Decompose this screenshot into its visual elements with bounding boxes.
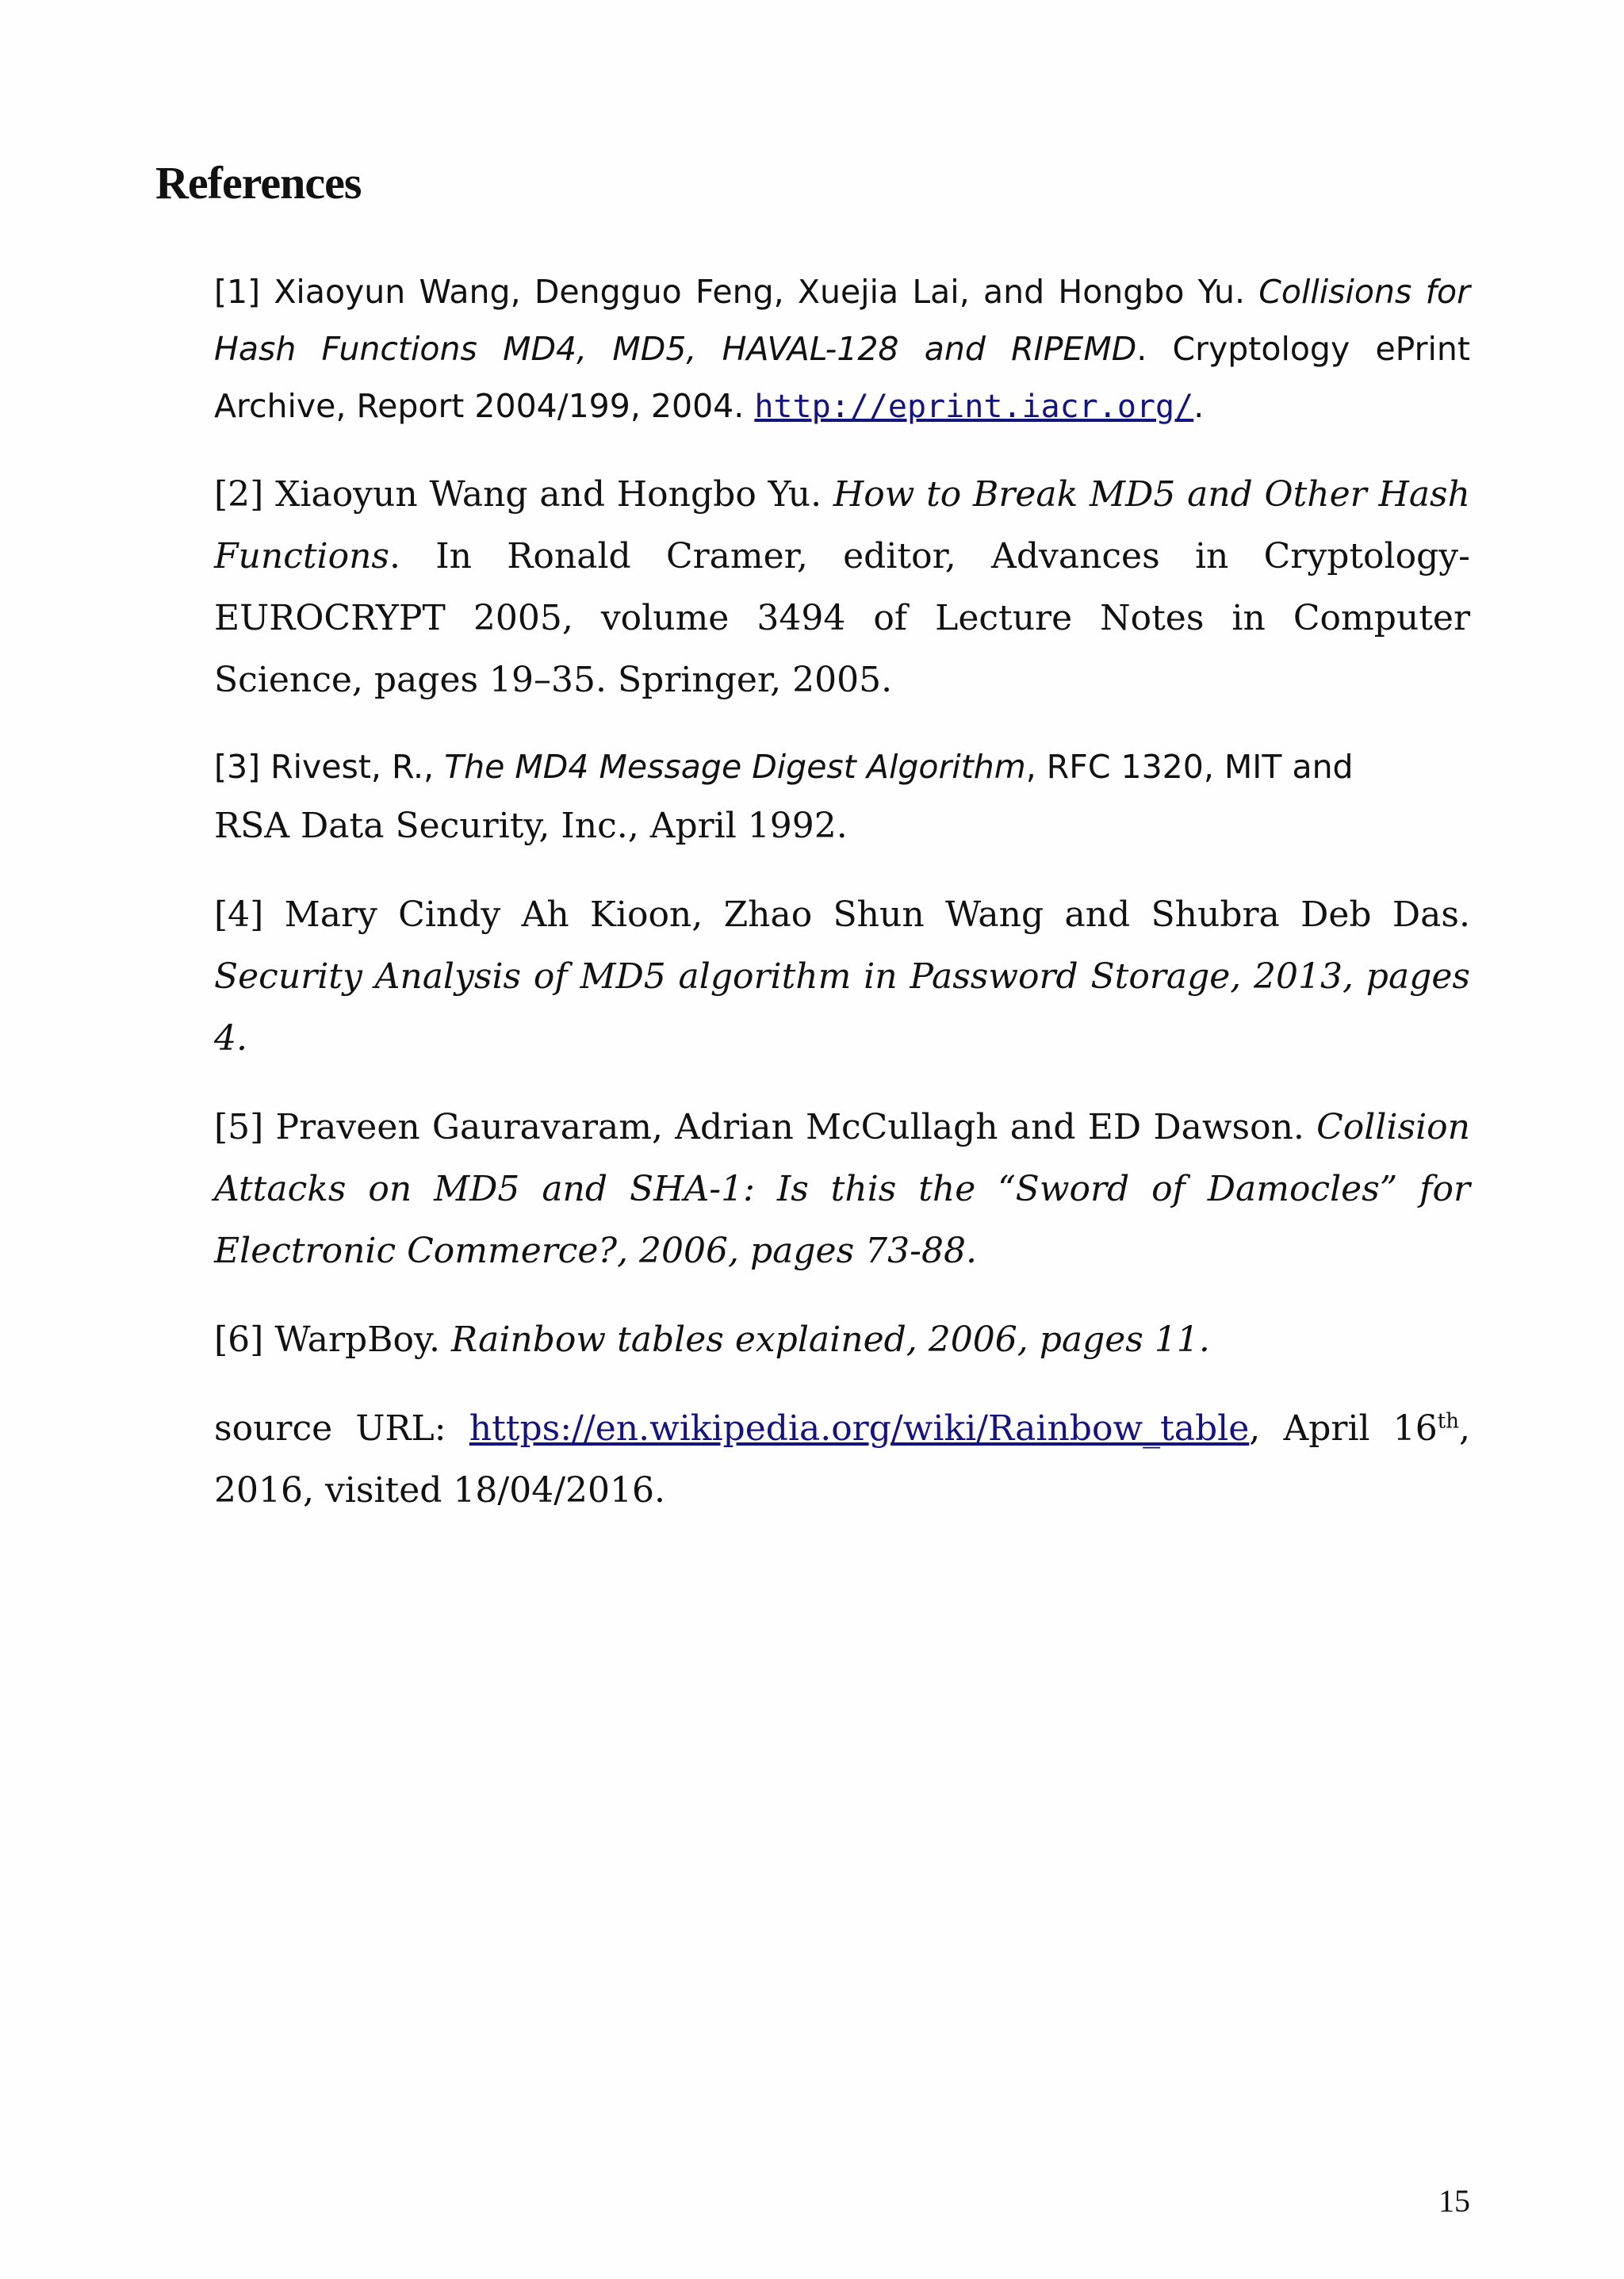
reference-title: Security Analysis of MD5 algorithm in Password Storage, 2013, pages 4.: [214, 956, 1470, 1059]
source-visited: , 2016, visited 18/04/2016.: [214, 1408, 1470, 1511]
reference-line: [214, 738, 1470, 795]
eprint-link[interactable]: http://eprint.iacr.org/: [754, 389, 1194, 425]
reference-title: Collision Attacks on MD5 and SHA-1: Is this the “Sword of Damocles” for Electronic Commerce?, 2006, pages 73-88.: [214, 1107, 1470, 1271]
source-label: source URL:: [214, 1408, 446, 1449]
reference-list: [214, 263, 1470, 1522]
reference-continuation: RSA Data Security, Inc., April 1992.: [214, 806, 848, 846]
references-heading: References: [155, 157, 362, 209]
reference-number: [5]: [214, 1107, 264, 1147]
reference-item-5: [214, 1097, 1470, 1282]
reference-title: How to Break MD5 and Other Hash Functions: [214, 474, 1470, 576]
reference-details: , RFC 1320, MIT and: [1025, 748, 1354, 786]
reference-authors: Xiaoyun Wang and Hongbo Yu.: [275, 474, 822, 515]
page-number: 15: [1438, 2183, 1470, 2219]
reference-number: [3]: [214, 748, 261, 786]
reference-details: . Cryptology ePrint Archive, Report 2004/199, 2004.: [214, 330, 1470, 425]
reference-title: The MD4 Message Digest Algorithm: [444, 748, 1026, 786]
reference-details: . In Ronald Cramer, editor, Advances in Cryptology-EUROCRYPT 2005, volume 3494 of Lecture Notes in Computer Science, pages 19–35. Springer, 2005.: [214, 536, 1470, 700]
reference-item-2: [214, 464, 1470, 711]
reference-title: Rainbow tables explained, 2006, pages 11.: [450, 1320, 1210, 1360]
reference-authors: Mary Cindy Ah Kioon, Zhao Shun Wang and Shubra Deb Das.: [284, 894, 1470, 935]
reference-number: [1]: [214, 273, 261, 311]
reference-authors: Rivest, R.,: [270, 748, 435, 786]
reference-item-3: [214, 738, 1470, 857]
reference-end: .: [1193, 387, 1205, 425]
reference-title: Collisions for Hash Functions MD4, MD5, HAVAL-128 and RIPEMD: [214, 273, 1470, 368]
reference-item-4: [214, 884, 1470, 1070]
reference-number: [2]: [214, 474, 264, 515]
date-superscript: th: [1437, 1409, 1459, 1434]
reference-authors: WarpBoy.: [274, 1320, 440, 1360]
source-date: , April 16: [1249, 1408, 1438, 1449]
source-url-line: [214, 1398, 1470, 1522]
wikipedia-link[interactable]: https://en.wikipedia.org/wiki/Rainbow_table: [469, 1408, 1250, 1449]
reference-item-1: [214, 263, 1470, 435]
reference-item-6: [214, 1309, 1470, 1371]
reference-authors: Praveen Gauravaram, Adrian McCullagh and ED Dawson.: [275, 1107, 1304, 1147]
reference-number: [6]: [214, 1320, 264, 1360]
reference-number: [4]: [214, 894, 264, 935]
reference-authors: Xiaoyun Wang, Dengguo Feng, Xuejia Lai, and Hongbo Yu.: [274, 273, 1246, 311]
